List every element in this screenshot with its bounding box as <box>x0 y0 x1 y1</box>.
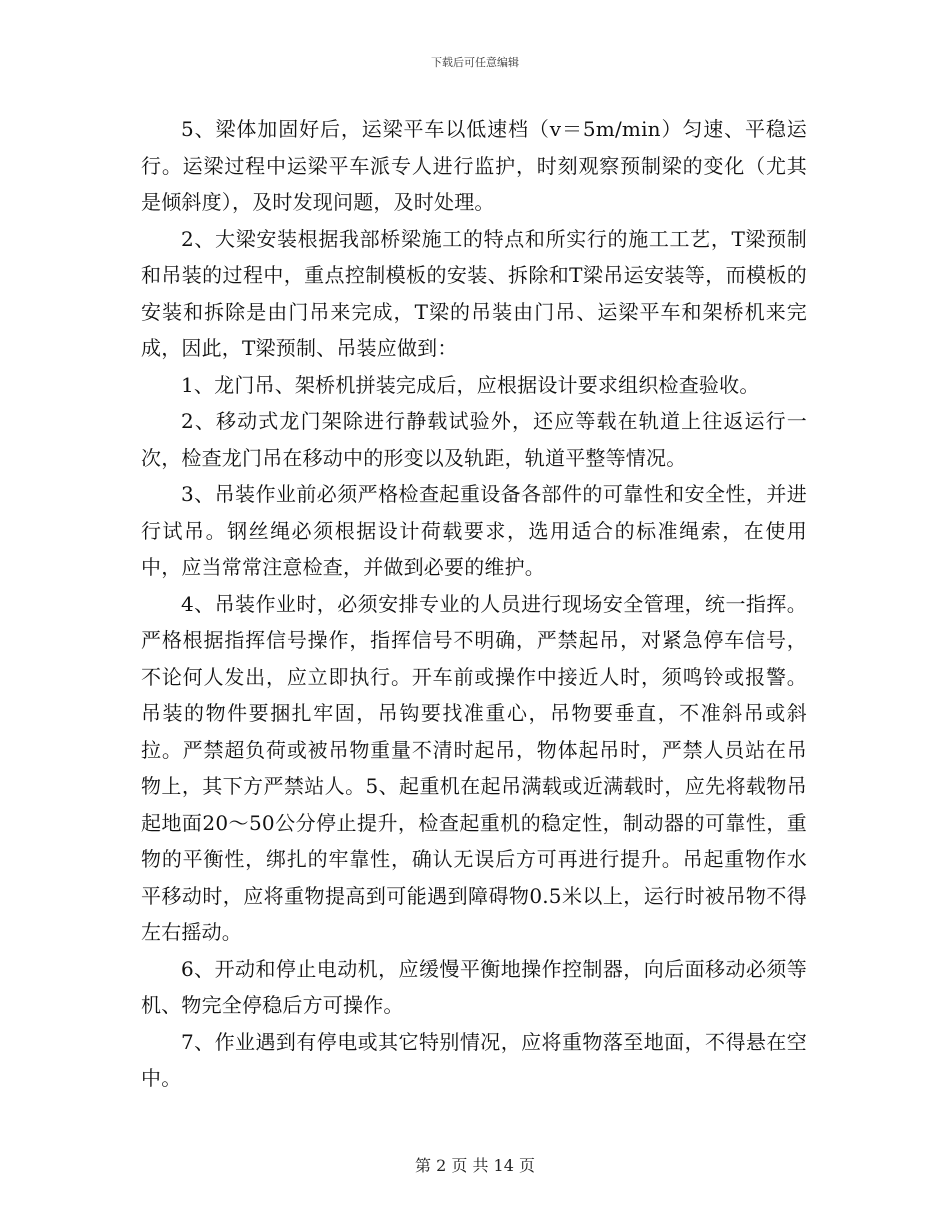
paragraph: 2、移动式龙门架除进行静载试验外，还应等载在轨道上往返运行一次，检查龙门吊在移动中的形变以及轨距，轨道平整等情况。 <box>141 409 807 470</box>
paragraph: 5、梁体加固好后，运梁平车以低速档（v＝5m/min）匀速、平稳运行。运梁过程中运梁平车派专人进行监护，时刻观察预制梁的变化（尤其是倾斜度），及时发现问题，及时处理。 <box>141 117 807 214</box>
document-body <box>141 111 807 1097</box>
paragraph: 4、吊装作业时，必须安排专业的人员进行现场安全管理，统一指挥。严格根据指挥信号操作，指挥信号不明确，严禁起吊，对紧急停车信号，不论何人发出，应立即执行。开车前或操作中接近人时，须鸣铃或报警。吊装的物件要捆扎牢固，吊钩要找准重心，吊物要垂直，不准斜吊或斜拉。严禁超负荷或被吊物重量不清时起吊，物体起吊时，严禁人员站在吊物上，其下方严禁站人。5、起重机在起吊满载或近满载时，应先将载物吊起地面20～50公分停止提升，检查起重机的稳定性，制动器的可靠性，重物的平衡性，绑扎的牢靠性，确认无误后方可再进行提升。吊起重物作水平移动时，应将重物提高到可能遇到障碍物0.5米以上，运行时被吊物不得左右摇动。 <box>141 591 807 944</box>
paragraph: 1、龙门吊、架桥机拼装完成后，应根据设计要求组织检查验收。 <box>181 372 760 397</box>
page-header: 下载后可任意编辑 <box>431 56 519 69</box>
paragraph: 3、吊装作业前必须严格检查起重设备各部件的可靠性和安全性，并进行试吊。钢丝绳必须根据设计荷载要求，选用适合的标准绳索，在使用中，应当常常注意检查，并做到必要的维护。 <box>141 482 807 579</box>
paragraph: 2、大梁安装根据我部桥梁施工的特点和所实行的施工工艺，T梁预制和吊装的过程中，重点控制模板的安装、拆除和T梁吊运安装等，而模板的安装和拆除是由门吊来完成，T梁的吊装由门吊、运梁平车和架桥机来完成，因此，T梁预制、吊装应做到： <box>141 226 807 360</box>
page-number-footer: 第 2 页 共 14 页 <box>415 1156 535 1175</box>
paragraph: 7、作业遇到有停电或其它特别情况，应将重物落至地面，不得悬在空中。 <box>141 1029 807 1090</box>
paragraph: 6、开动和停止电动机，应缓慢平衡地操作控制器，向后面移动必须等机、物完全停稳后方可操作。 <box>141 956 807 1017</box>
